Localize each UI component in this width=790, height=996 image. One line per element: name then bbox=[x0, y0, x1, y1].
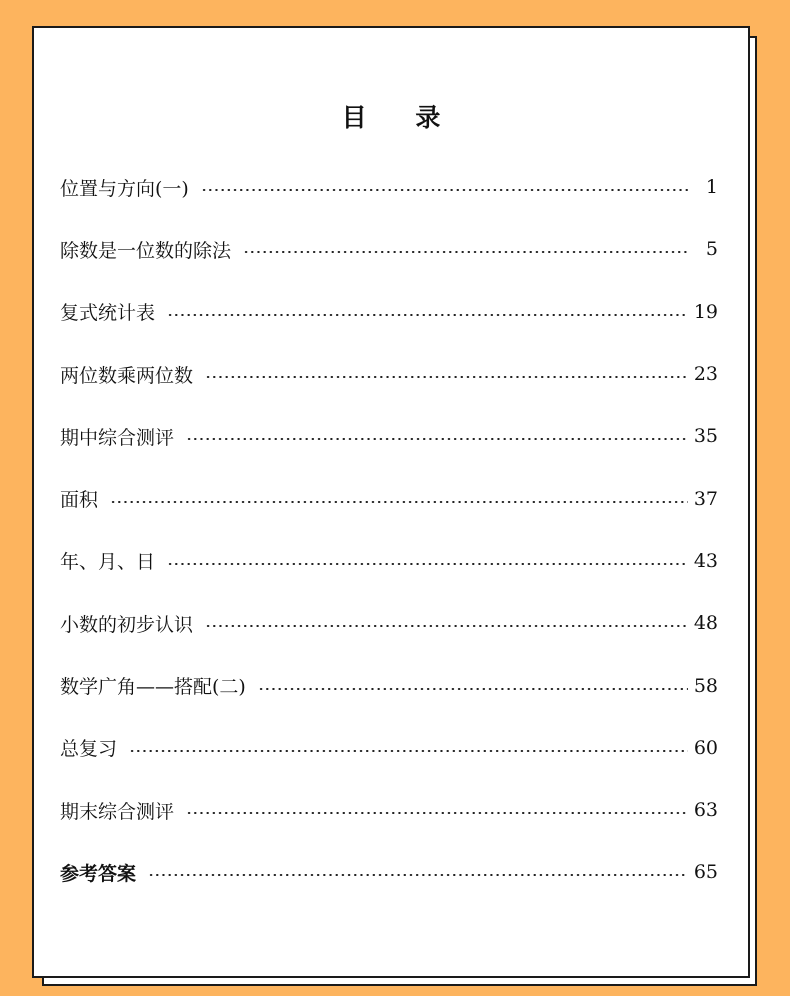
toc-entry-page: 37 bbox=[693, 487, 718, 510]
toc-entry-title: 数学广角——搭配(二) bbox=[60, 676, 246, 699]
toc-entry-title: 两位数乘两位数 bbox=[60, 364, 194, 387]
toc-entry-title: 期中综合测评 bbox=[60, 426, 175, 449]
toc-entry-page: 5 bbox=[705, 238, 718, 261]
toc-entry-page: 19 bbox=[693, 300, 718, 323]
toc-entry-page: 35 bbox=[693, 425, 718, 448]
dot-leader bbox=[186, 812, 688, 814]
toc-entry-position-direction[interactable] bbox=[60, 156, 718, 218]
toc-entry-page: 58 bbox=[693, 674, 718, 697]
dot-leader bbox=[205, 625, 688, 627]
toc-entry-page: 48 bbox=[693, 612, 718, 635]
dot-leader bbox=[205, 376, 688, 378]
dot-leader bbox=[201, 189, 688, 191]
toc-entry-page: 23 bbox=[693, 363, 718, 386]
toc-entry-title: 小数的初步认识 bbox=[60, 613, 194, 636]
toc-entry-page: 60 bbox=[693, 736, 718, 759]
toc-entry-midterm[interactable] bbox=[60, 405, 718, 467]
page-title: 目 录 bbox=[341, 103, 461, 132]
toc-entry-page: 1 bbox=[705, 176, 718, 199]
dot-leader bbox=[148, 874, 688, 876]
toc-entry-title: 参考答案 bbox=[60, 862, 137, 885]
toc-entry-page: 63 bbox=[693, 799, 718, 822]
dot-leader bbox=[167, 563, 688, 565]
toc-entry-multiplication[interactable] bbox=[60, 343, 718, 405]
toc-entry-decimals[interactable] bbox=[60, 592, 718, 654]
toc-entry-title: 面积 bbox=[60, 489, 99, 512]
toc-entry-math-corner[interactable] bbox=[60, 654, 718, 716]
dot-leader bbox=[243, 251, 688, 253]
toc-entry-title: 期末综合测评 bbox=[60, 800, 175, 823]
toc-entry-title: 年、月、日 bbox=[60, 551, 156, 574]
toc-page bbox=[32, 26, 750, 978]
toc-entry-final-exam[interactable] bbox=[60, 779, 718, 841]
toc-entry-calendar[interactable] bbox=[60, 530, 718, 592]
toc-entry-title: 复式统计表 bbox=[60, 302, 156, 325]
dot-leader bbox=[258, 688, 688, 690]
toc-entry-compound-table[interactable] bbox=[60, 281, 718, 343]
toc-entry-title: 总复习 bbox=[60, 738, 118, 761]
table-of-contents bbox=[60, 156, 718, 904]
dot-leader bbox=[186, 438, 688, 440]
toc-entry-area[interactable] bbox=[60, 467, 718, 529]
dot-leader bbox=[110, 501, 688, 503]
toc-entry-title: 位置与方向(一) bbox=[60, 177, 189, 200]
toc-entry-division[interactable] bbox=[60, 218, 718, 280]
dot-leader bbox=[167, 314, 688, 316]
toc-entry-title: 除数是一位数的除法 bbox=[60, 239, 232, 262]
toc-entry-answers[interactable] bbox=[60, 841, 718, 903]
toc-entry-review[interactable] bbox=[60, 717, 718, 779]
dot-leader bbox=[129, 750, 688, 752]
toc-entry-page: 65 bbox=[693, 861, 718, 884]
toc-entry-page: 43 bbox=[693, 549, 718, 572]
